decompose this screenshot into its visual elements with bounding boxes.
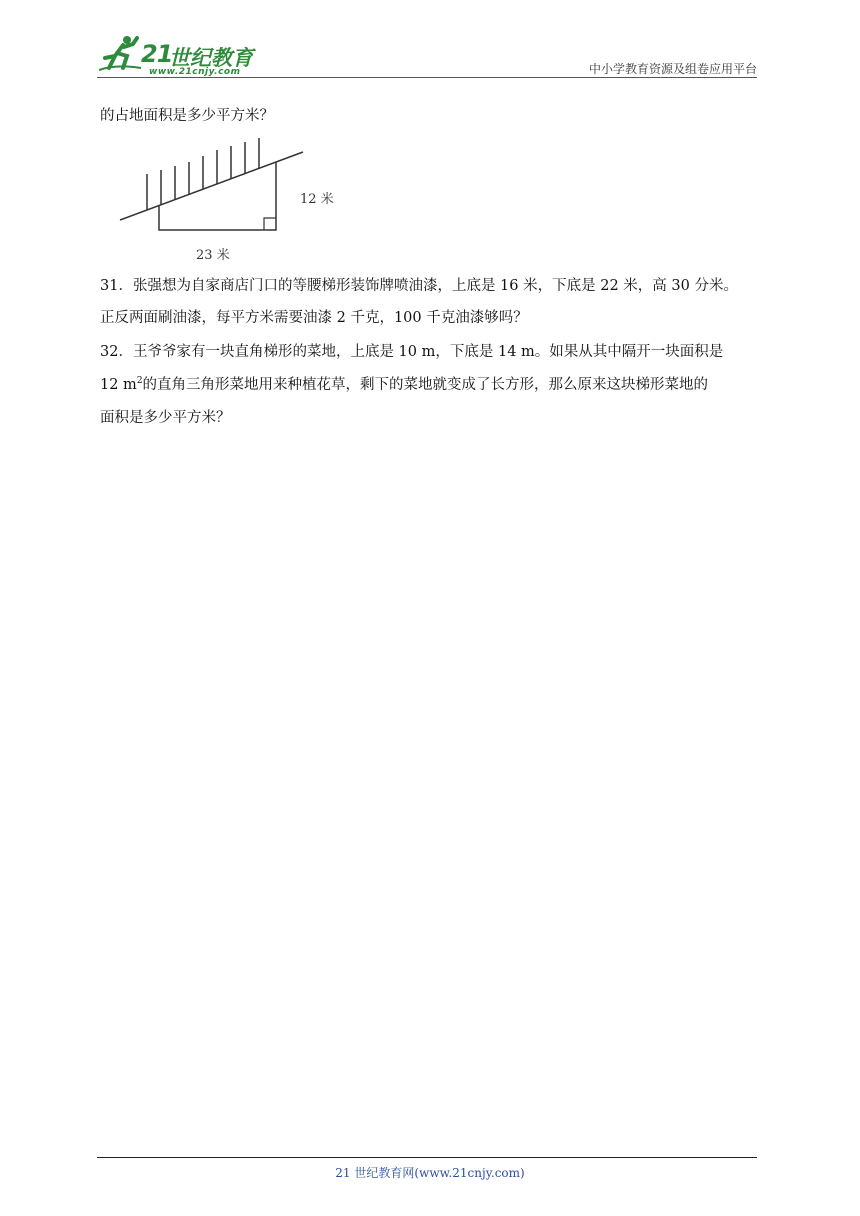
footer-divider — [97, 1157, 757, 1158]
question-32-line-2 — [100, 375, 708, 395]
question-32-line-1: 32．王爷爷家有一块直角梯形的菜地，上底是 10 m，下底是 14 m。如果从其中隔开一块面积是 — [100, 344, 724, 360]
question-32-line-2-text: 的直角三角形菜地用来种植花草，剩下的菜地就变成了长方形，那么原来这块梯形菜地的 — [142, 377, 709, 393]
question-31-line-1: 31．张强想为自家商店门口的等腰梯形装饰牌喷油漆，上底是 16 米，下底是 22 米，高 30 分米。 — [100, 278, 738, 294]
question-32-line-3: 面积是多少平方米？ — [100, 410, 231, 426]
question-fragment: 的占地面积是多少平方米？ — [100, 108, 274, 124]
runner-logo-icon — [97, 34, 143, 74]
header-divider — [97, 77, 757, 78]
footer-source-link[interactable]: 21 世纪教育网(www.21cnjy.com) — [335, 1166, 525, 1180]
site-logo — [97, 34, 267, 78]
platform-title: 中小学教育资源及组卷应用平台 — [588, 62, 757, 76]
bottom-length-label: 23 米 — [196, 248, 230, 263]
logo-number: 21 — [141, 40, 173, 68]
page-header — [97, 30, 757, 78]
area-exponent: 2 — [136, 376, 143, 387]
logo-name: 世纪教育 — [169, 46, 253, 70]
logo-url: www.21cnjy.com — [149, 67, 241, 77]
area-value: 12 m — [100, 377, 137, 393]
trapezoid-figure — [118, 132, 348, 264]
question-31-line-2: 正反两面刷油漆，每平方米需要油漆 2 千克，100 千克油漆够吗？ — [100, 310, 528, 326]
side-length-label: 12 米 — [300, 192, 334, 207]
